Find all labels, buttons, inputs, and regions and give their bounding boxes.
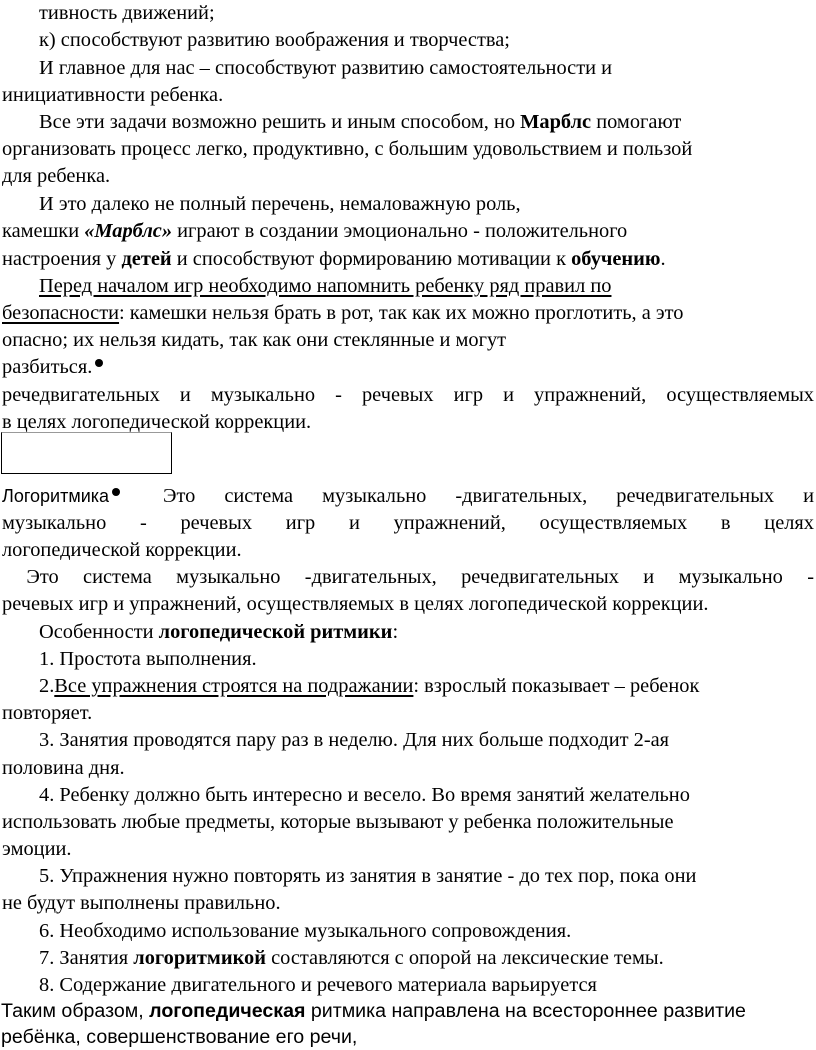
text-run: и способствуют формированию мотивации к [171, 248, 572, 270]
list-item: 5. Упражнения нужно повторять из занятия в занятие - до тех пор, пока они [39, 865, 697, 887]
text-line: эмоции. [2, 838, 72, 860]
conclusion-line [1, 998, 746, 1024]
text-line: музыкально - речевых игр и упражнений, осуществляемых в целях [2, 512, 814, 534]
text-run: Все эти задачи возможно решить и иным способом, но [39, 111, 521, 133]
marbles-term: Марблс [520, 111, 592, 133]
logorhythmics-term: Логоритмика [2, 486, 110, 506]
conclusion-line: ребёнка, совершенствование его речи, [1, 1026, 358, 1048]
bold-word: детей [121, 248, 172, 270]
list-item: 4. Ребенку должно быть интересно и весело. Во время занятий желательно [39, 784, 690, 806]
text-run: помогают [591, 111, 682, 133]
text-run: Таким образом, [1, 1000, 150, 1022]
bullet-icon [95, 359, 103, 367]
text-line: И это далеко не полный перечень, немаловажную роль, [39, 193, 521, 215]
underlined-phrase: Все упражнения строятся на подражании [54, 675, 414, 697]
text-line: в целях логопедической коррекции. [2, 411, 312, 433]
text-line [2, 246, 666, 272]
text-run: настроения у [2, 248, 122, 270]
bold-term: логопедическая [149, 1000, 306, 1022]
text-line [2, 354, 103, 380]
text-line: инициативности ребенка. [2, 84, 224, 106]
text-run: . [660, 248, 666, 270]
bold-word: обучению [571, 248, 661, 270]
bold-term: логоритмикой [133, 947, 266, 969]
text-line [2, 300, 683, 326]
text-line: тивность движений; [39, 2, 215, 24]
text-run: : [392, 621, 399, 643]
marbles-quoted-term: «Марблс» [84, 220, 173, 242]
list-item: 8. Содержание двигательного и речевого материала варьируется [39, 974, 597, 996]
list-item: 3. Занятия проводятся пару раз в неделю. Для них больше подходит 2-ая [39, 729, 670, 751]
text-run: разбиться. [2, 356, 93, 378]
text-line: опасно; их нельзя кидать, так как они стеклянные и могут [2, 329, 507, 351]
text-line: речевых игр и упражнений, осуществляемых в целях логопедической коррекции. [2, 593, 709, 615]
text-line [2, 218, 627, 244]
underlined-line: Перед началом игр необходимо напомнить ребенку ряд правил по [39, 275, 612, 297]
text-run: 2. [39, 675, 55, 697]
text-line: повторяет. [2, 702, 93, 724]
underlined-word: безопасности [2, 302, 120, 324]
text-line: логопедической коррекции. [2, 539, 242, 561]
text-run: Особенности [39, 621, 159, 643]
text-line: организовать процесс легко, продуктивно, с большим удовольствием и пользой [2, 138, 693, 160]
text-run: играют в создании эмоционально - положительного [172, 220, 628, 242]
list-item: 1. Простота выполнения. [39, 648, 257, 670]
text-line: Это система музыкально -двигательных, речедвигательных и музыкально - [2, 566, 814, 588]
text-line: речедвигательных и музыкально - речевых игр и упражнений, осуществляемых [2, 384, 814, 406]
text-run: 7. Занятия [39, 947, 134, 969]
list-item-k: к) способствуют развитию воображения и творчества; [39, 29, 510, 51]
text-line: половина дня. [2, 757, 125, 779]
text-line: не будут выполнены правильно. [2, 892, 281, 914]
text-run: камешки [2, 220, 85, 242]
bullet-icon [112, 488, 120, 496]
bold-term: логопедической ритмики [158, 621, 393, 643]
text-run: : камешки нельзя брать в рот, так как их можно проглотить, а это [119, 302, 684, 324]
list-item [39, 673, 699, 699]
text-run: ритмика направлена на всестороннее развитие [305, 1000, 746, 1022]
text-run: Это система музыкально -двигательных, речедвигательных и [163, 485, 814, 507]
text-line [39, 109, 681, 135]
list-item: 6. Необходимо использование музыкального сопровождения. [39, 920, 572, 942]
section-heading [39, 619, 398, 645]
text-run: : взрослый показывает – ребенок [413, 675, 700, 697]
list-item [39, 945, 664, 971]
empty-frame-box [1, 432, 172, 474]
text-line: использовать любые предметы, которые вызывают у ребенка положительные [2, 811, 674, 833]
text-line: для ребенка. [2, 165, 111, 187]
text-line: И главное для нас – способствуют развитию самостоятельности и [39, 57, 613, 79]
text-line [2, 483, 814, 509]
text-run: составляются с опорой на лексические темы. [266, 947, 664, 969]
